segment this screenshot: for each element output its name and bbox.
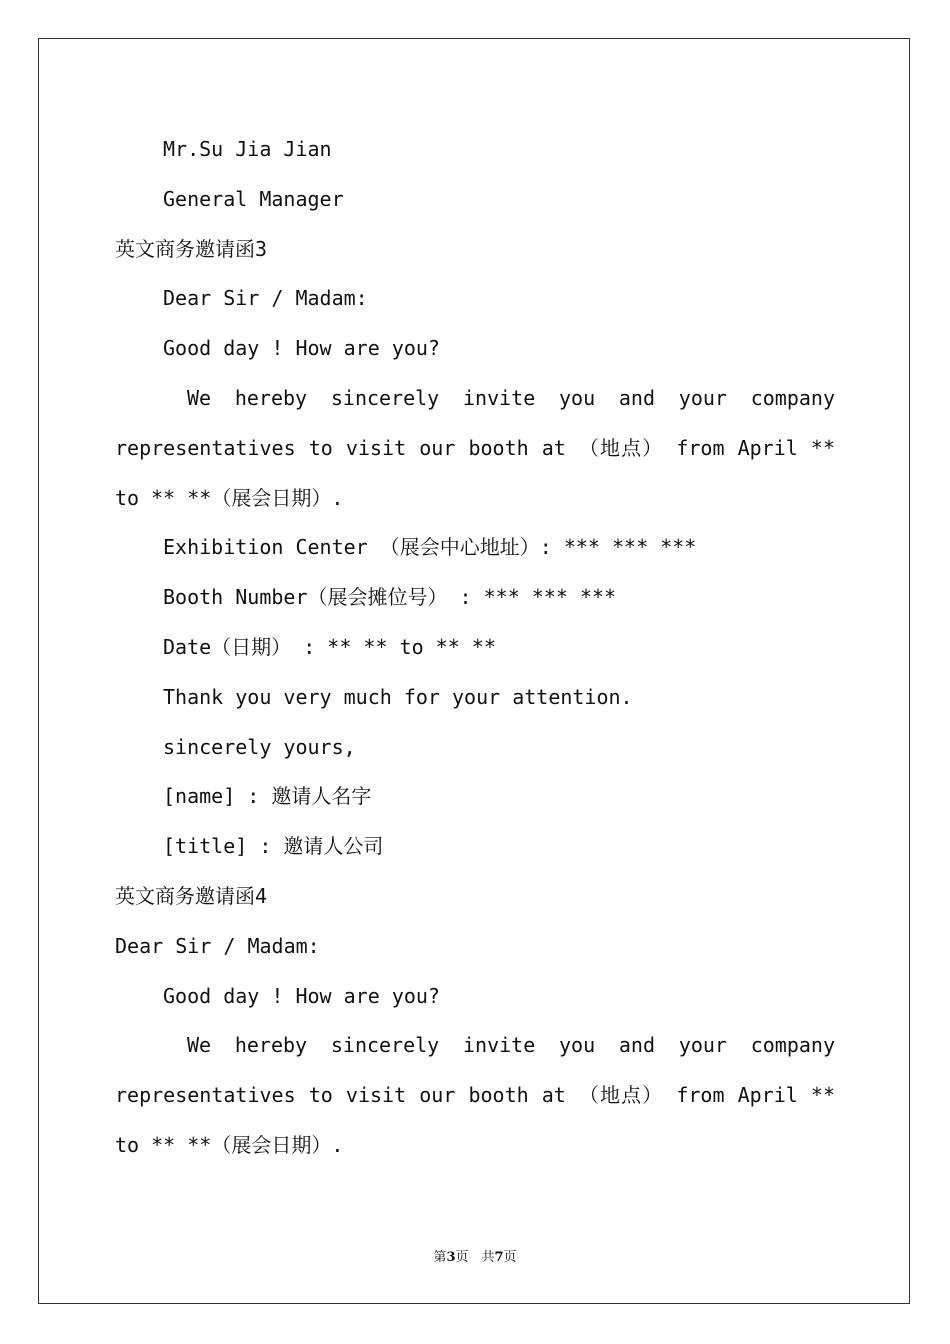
document-body bbox=[115, 125, 835, 1171]
date-line: Date（日期） : ** ** to ** ** bbox=[163, 634, 496, 659]
exhibition-center-line: Exhibition Center （展会中心地址）: *** *** *** bbox=[163, 535, 697, 560]
paragraph-line: We hereby sincerely invite you and your company bbox=[187, 1033, 835, 1058]
name-field: [name] : 邀请人名字 bbox=[163, 784, 372, 809]
booth-number-line: Booth Number（展会摊位号） : *** *** *** bbox=[163, 585, 617, 610]
thanks-line: Thank you very much for your attention. bbox=[163, 684, 633, 709]
greeting: Good day ! How are you? bbox=[163, 336, 440, 361]
title-field: [title] : 邀请人公司 bbox=[163, 834, 384, 859]
footer-current-page: 3 bbox=[446, 1250, 456, 1265]
salutation: Dear Sir / Madam: bbox=[115, 933, 320, 958]
footer-mid: 页 共 bbox=[455, 1250, 495, 1265]
closing-line: sincerely yours, bbox=[163, 734, 356, 759]
paragraph-line: representatives to visit our booth at （地点） from April ** bbox=[115, 435, 835, 460]
signature-title: General Manager bbox=[163, 186, 344, 211]
greeting: Good day ! How are you? bbox=[163, 983, 440, 1008]
paragraph-line: representatives to visit our booth at （地点） from April ** bbox=[115, 1083, 835, 1108]
salutation: Dear Sir / Madam: bbox=[163, 286, 368, 311]
paragraph-line: to ** **（展会日期）. bbox=[115, 1132, 344, 1157]
footer-total-pages: 7 bbox=[494, 1250, 504, 1265]
footer-suffix: 页 bbox=[503, 1250, 517, 1265]
footer-prefix: 第 bbox=[433, 1250, 447, 1265]
signature-name: Mr.Su Jia Jian bbox=[163, 137, 332, 161]
section-heading-3: 英文商务邀请函3 bbox=[115, 236, 268, 261]
paragraph-line: We hereby sincerely invite you and your company bbox=[187, 385, 835, 410]
section-heading-4: 英文商务邀请函4 bbox=[115, 883, 268, 908]
paragraph-line: to ** **（展会日期）. bbox=[115, 485, 344, 510]
page-footer bbox=[0, 1246, 950, 1265]
